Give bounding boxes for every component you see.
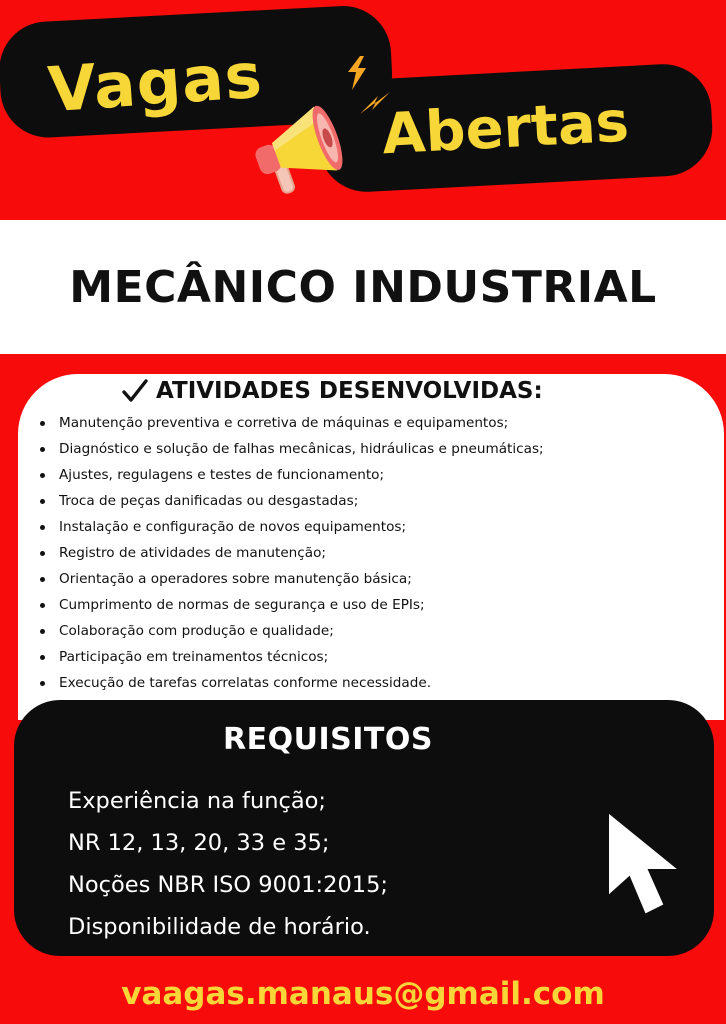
list-item	[40, 410, 544, 436]
requirements-heading: REQUISITOS	[223, 722, 433, 757]
bullet	[40, 421, 45, 426]
requirement-item: Disponibilidade de horário.	[68, 914, 371, 940]
activity-text: Colaboração com produção e qualidade;	[59, 623, 334, 639]
activity-text: Diagnóstico e solução de falhas mecânicas, hidráulicas e pneumáticas;	[59, 441, 544, 457]
requirements-list	[68, 780, 388, 948]
megaphone-icon	[248, 98, 352, 202]
activity-text: Instalação e configuração de novos equipamentos;	[59, 519, 407, 535]
bullet	[40, 655, 45, 660]
activity-text: Troca de peças danificadas ou desgastadas;	[59, 493, 359, 509]
activity-text: Execução de tarefas correlatas conforme necessidade.	[59, 675, 432, 691]
list-item	[40, 540, 544, 566]
activity-text: Ajustes, regulagens e testes de funcionamento;	[59, 467, 385, 483]
contact-email[interactable]: vaagas.manaus@gmail.com	[121, 976, 605, 1012]
bullet	[40, 551, 45, 556]
lightning-icon	[360, 88, 390, 114]
cursor-icon	[606, 814, 690, 914]
requirement-item: NR 12, 13, 20, 33 e 35;	[68, 830, 330, 856]
activities-heading-text: ATIVIDADES DESENVOLVIDAS:	[156, 378, 543, 404]
bullet	[40, 499, 45, 504]
activity-text: Registro de atividades de manutenção;	[59, 545, 326, 561]
activity-text: Orientação a operadores sobre manutenção básica;	[59, 571, 412, 587]
bullet	[40, 525, 45, 530]
activity-text: Manutenção preventiva e corretiva de máquinas e equipamentos;	[59, 415, 509, 431]
bullet	[40, 629, 45, 634]
check-icon	[122, 379, 148, 403]
headline-vagas: Vagas	[45, 38, 265, 127]
list-item	[40, 644, 544, 670]
list-item	[40, 462, 544, 488]
requirement-item: Noções NBR ISO 9001:2015;	[68, 872, 388, 898]
list-item	[40, 514, 544, 540]
bullet	[40, 681, 45, 686]
list-item	[40, 618, 544, 644]
lightning-icon	[344, 56, 370, 90]
bullet	[40, 603, 45, 608]
list-item	[40, 592, 544, 618]
job-title: MECÂNICO INDUSTRIAL	[69, 262, 657, 313]
activities-list	[40, 410, 544, 696]
activity-text: Participação em treinamentos técnicos;	[59, 649, 329, 665]
activities-heading	[122, 378, 543, 404]
list-item	[40, 566, 544, 592]
bullet	[40, 577, 45, 582]
list-item	[40, 670, 544, 696]
requirement-item: Experiência na função;	[68, 788, 326, 814]
list-item	[40, 436, 544, 462]
bullet	[40, 447, 45, 452]
activity-text: Cumprimento de normas de segurança e uso de EPIs;	[59, 597, 425, 613]
headline-abertas: Abertas	[380, 89, 631, 168]
bullet	[40, 473, 45, 478]
list-item	[40, 488, 544, 514]
